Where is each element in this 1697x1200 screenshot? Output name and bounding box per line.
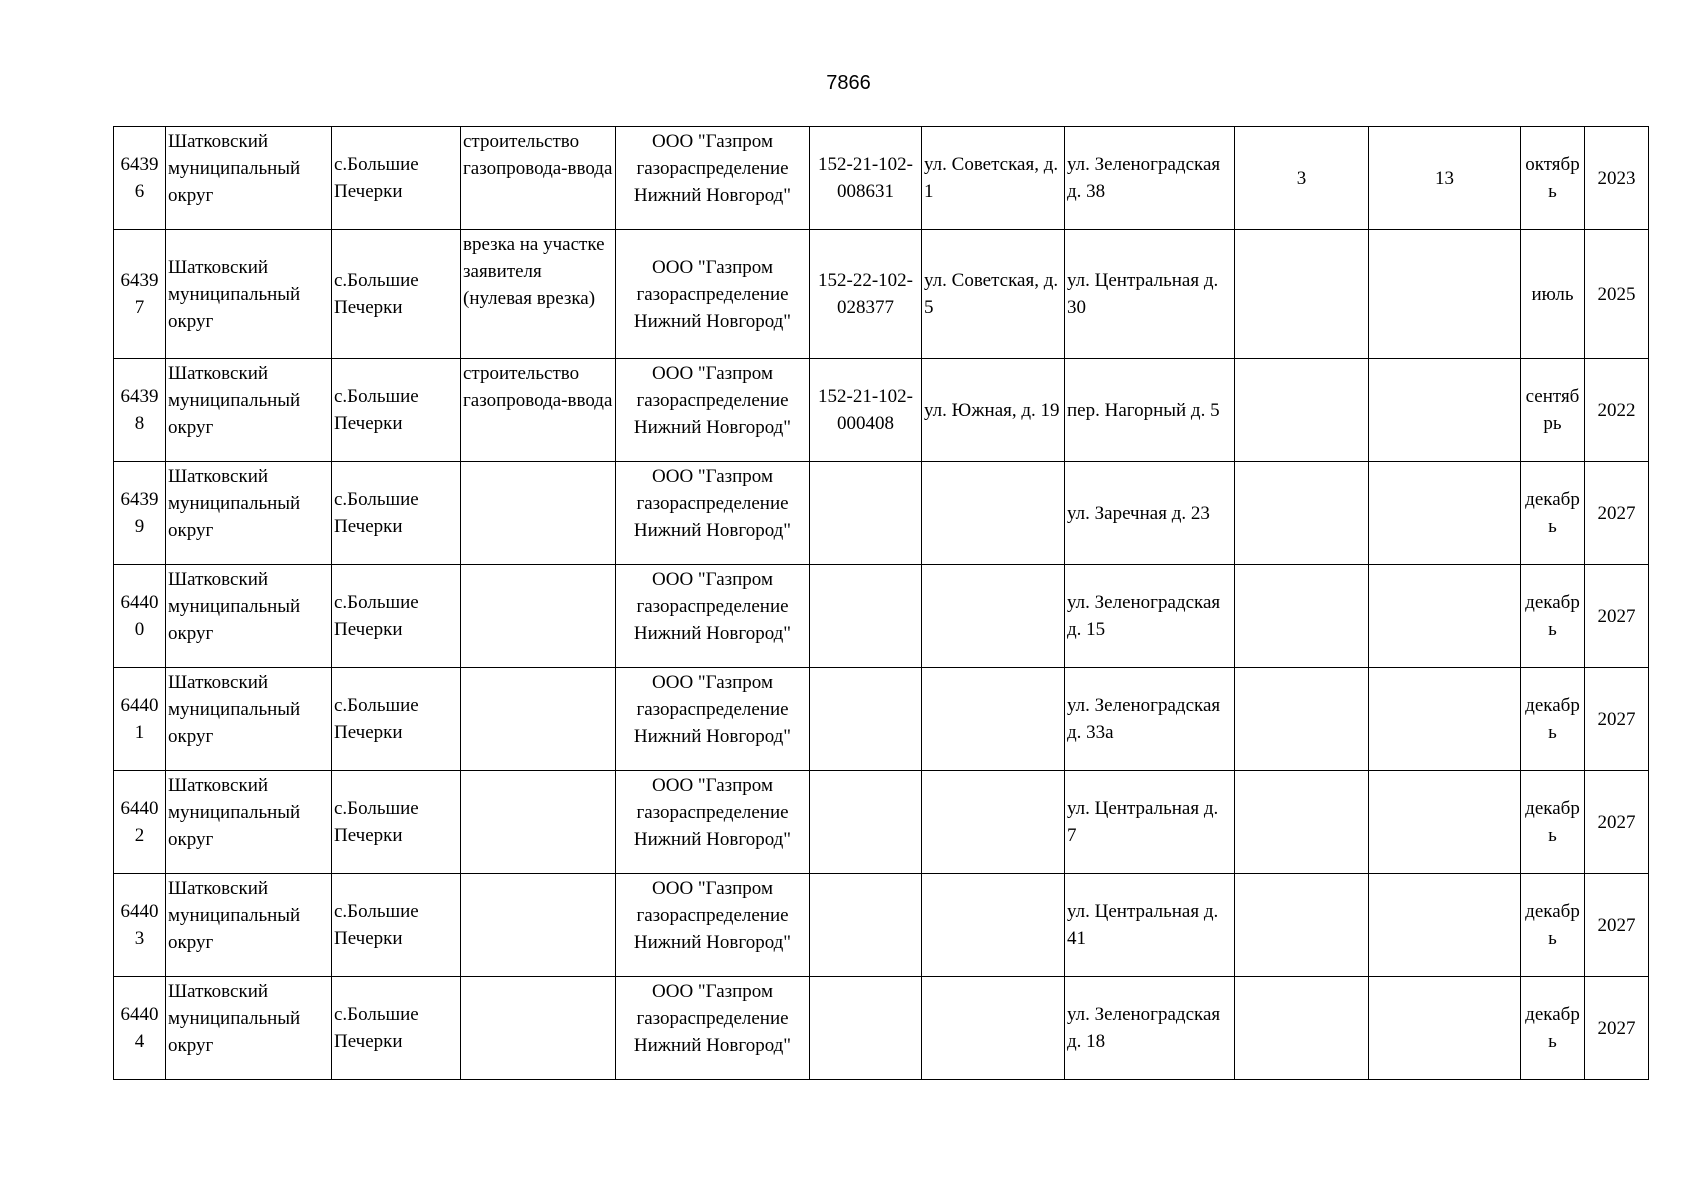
organization-cell: ООО "Газпром газораспределение Нижний Новгород" xyxy=(616,359,810,462)
value-1-cell xyxy=(1235,874,1369,977)
month-part: рь xyxy=(1543,413,1562,434)
address-to-cell: ул. Зеленоградская д. 38 xyxy=(1065,127,1235,230)
row-number-part: 3 xyxy=(134,928,145,949)
row-number-part: 0 xyxy=(134,619,145,640)
row-number-part: 1 xyxy=(134,722,145,743)
district-cell: Шатковский муниципальный округ xyxy=(166,230,332,359)
row-number-part: 7 xyxy=(134,297,145,318)
address-to-cell: ул. Центральная д. 7 xyxy=(1065,771,1235,874)
code-cell xyxy=(810,127,922,230)
table-row xyxy=(114,127,1649,230)
month-cell xyxy=(1521,874,1585,977)
organization-cell: ООО "Газпром газораспределение Нижний Новгород" xyxy=(616,127,810,230)
month-cell xyxy=(1521,977,1585,1080)
value-2-cell xyxy=(1369,977,1521,1080)
row-number-cell xyxy=(114,771,166,874)
table-row xyxy=(114,874,1649,977)
row-number-cell xyxy=(114,127,166,230)
address-to-cell: ул. Зеленоградская д. 18 xyxy=(1065,977,1235,1080)
month-part: ь xyxy=(1548,825,1557,846)
table-body xyxy=(114,127,1649,1080)
value-2-cell xyxy=(1369,874,1521,977)
code-cell xyxy=(810,771,922,874)
district-cell: Шатковский муниципальный округ xyxy=(166,359,332,462)
address-from-cell xyxy=(922,565,1065,668)
year-cell: 2027 xyxy=(1585,771,1649,874)
address-from-cell xyxy=(922,874,1065,977)
code-cell xyxy=(810,359,922,462)
organization-cell: ООО "Газпром газораспределение Нижний Новгород" xyxy=(616,977,810,1080)
row-number-part: 6439 xyxy=(120,386,159,407)
row-number-part: 2 xyxy=(134,825,145,846)
row-number-cell xyxy=(114,977,166,1080)
address-from-cell xyxy=(922,462,1065,565)
organization-cell: ООО "Газпром газораспределение Нижний Новгород" xyxy=(616,462,810,565)
organization-cell: ООО "Газпром газораспределение Нижний Новгород" xyxy=(616,874,810,977)
row-number-cell xyxy=(114,359,166,462)
value-2-cell xyxy=(1369,230,1521,359)
code-part: 000408 xyxy=(837,413,894,434)
year-cell: 2027 xyxy=(1585,565,1649,668)
work-type-cell: строительство газопровода-ввода xyxy=(461,127,616,230)
value-2-cell xyxy=(1369,771,1521,874)
value-1-cell xyxy=(1235,565,1369,668)
code-cell xyxy=(810,230,922,359)
settlement-cell: с.Большие Печерки xyxy=(332,565,461,668)
table-row xyxy=(114,771,1649,874)
month-part: ь xyxy=(1548,181,1557,202)
district-cell: Шатковский муниципальный округ xyxy=(166,127,332,230)
value-2-cell xyxy=(1369,359,1521,462)
table-row xyxy=(114,359,1649,462)
month-cell xyxy=(1521,565,1585,668)
value-1-cell xyxy=(1235,668,1369,771)
address-from-cell xyxy=(922,977,1065,1080)
organization-cell: ООО "Газпром газораспределение Нижний Новгород" xyxy=(616,668,810,771)
row-number-part: 6439 xyxy=(120,154,159,175)
code-cell xyxy=(810,977,922,1080)
district-cell: Шатковский муниципальный округ xyxy=(166,771,332,874)
table-row xyxy=(114,462,1649,565)
table-row xyxy=(114,230,1649,359)
month-part: сентяб xyxy=(1525,386,1580,407)
work-type-cell: строительство газопровода-ввода xyxy=(461,359,616,462)
code-part: 008631 xyxy=(837,181,894,202)
year-cell: 2027 xyxy=(1585,977,1649,1080)
row-number-cell xyxy=(114,874,166,977)
code-part: 028377 xyxy=(837,297,894,318)
district-cell: Шатковский муниципальный округ xyxy=(166,462,332,565)
code-cell xyxy=(810,874,922,977)
month-part: декабр xyxy=(1525,489,1580,510)
district-cell: Шатковский муниципальный округ xyxy=(166,565,332,668)
row-number-cell xyxy=(114,565,166,668)
month-part: ь xyxy=(1548,619,1557,640)
work-type-cell xyxy=(461,977,616,1080)
month-part: октябр xyxy=(1525,154,1580,175)
work-type-cell xyxy=(461,462,616,565)
address-to-cell: пер. Нагорный д. 5 xyxy=(1065,359,1235,462)
value-1-cell: 3 xyxy=(1235,127,1369,230)
code-cell xyxy=(810,668,922,771)
code-cell xyxy=(810,462,922,565)
value-2-cell xyxy=(1369,462,1521,565)
row-number-part: 6440 xyxy=(120,901,159,922)
settlement-cell: с.Большие Печерки xyxy=(332,771,461,874)
organization-cell: ООО "Газпром газораспределение Нижний Новгород" xyxy=(616,565,810,668)
row-number-part: 6440 xyxy=(120,1004,159,1025)
settlement-cell: с.Большие Печерки xyxy=(332,668,461,771)
settlement-cell: с.Большие Печерки xyxy=(332,359,461,462)
month-cell xyxy=(1521,668,1585,771)
month-part: ь xyxy=(1548,1031,1557,1052)
table-row xyxy=(114,668,1649,771)
settlement-cell: с.Большие Печерки xyxy=(332,127,461,230)
row-number-part: 8 xyxy=(134,413,145,434)
row-number-part: 6440 xyxy=(120,695,159,716)
row-number-part: 6440 xyxy=(120,592,159,613)
row-number-cell xyxy=(114,230,166,359)
address-from-cell: ул. Южная, д. 19 xyxy=(922,359,1065,462)
code-part: 152-22-102- xyxy=(818,270,913,291)
month-cell xyxy=(1521,462,1585,565)
address-from-cell xyxy=(922,668,1065,771)
value-1-cell xyxy=(1235,771,1369,874)
month-part: ь xyxy=(1548,928,1557,949)
month-cell xyxy=(1521,359,1585,462)
address-to-cell: ул. Центральная д. 41 xyxy=(1065,874,1235,977)
row-number-part: 9 xyxy=(134,516,145,537)
year-cell: 2027 xyxy=(1585,462,1649,565)
address-from-cell: ул. Советская, д. 5 xyxy=(922,230,1065,359)
code-part: 152-21-102- xyxy=(818,386,913,407)
organization-cell: ООО "Газпром газораспределение Нижний Новгород" xyxy=(616,771,810,874)
month-part: декабр xyxy=(1525,695,1580,716)
month-part: декабр xyxy=(1525,901,1580,922)
month-part: ь xyxy=(1548,516,1557,537)
table-row xyxy=(114,977,1649,1080)
row-number-part: 4 xyxy=(134,1031,145,1052)
address-to-cell: ул. Заречная д. 23 xyxy=(1065,462,1235,565)
year-cell: 2025 xyxy=(1585,230,1649,359)
organization-cell: ООО "Газпром газораспределение Нижний Новгород" xyxy=(616,230,810,359)
address-to-cell: ул. Зеленоградская д. 33а xyxy=(1065,668,1235,771)
gasification-registry-table xyxy=(113,126,1649,1080)
value-2-cell xyxy=(1369,565,1521,668)
district-cell: Шатковский муниципальный округ xyxy=(166,977,332,1080)
code-cell xyxy=(810,565,922,668)
settlement-cell: с.Большие Печерки xyxy=(332,977,461,1080)
value-1-cell xyxy=(1235,359,1369,462)
value-2-cell xyxy=(1369,668,1521,771)
district-cell: Шатковский муниципальный округ xyxy=(166,668,332,771)
settlement-cell: с.Большие Печерки xyxy=(332,230,461,359)
row-number-cell xyxy=(114,462,166,565)
address-to-cell: ул. Центральная д. 30 xyxy=(1065,230,1235,359)
work-type-cell xyxy=(461,668,616,771)
month-cell xyxy=(1521,230,1585,359)
address-to-cell: ул. Зеленоградская д. 15 xyxy=(1065,565,1235,668)
address-from-cell: ул. Советская, д. 1 xyxy=(922,127,1065,230)
month-part: ь xyxy=(1548,722,1557,743)
year-cell: 2023 xyxy=(1585,127,1649,230)
row-number-part: 6 xyxy=(134,181,145,202)
value-1-cell xyxy=(1235,230,1369,359)
month-part: июль xyxy=(1531,283,1574,305)
settlement-cell: с.Большие Печерки xyxy=(332,462,461,565)
row-number-part: 6439 xyxy=(120,489,159,510)
row-number-cell xyxy=(114,668,166,771)
district-cell: Шатковский муниципальный округ xyxy=(166,874,332,977)
work-type-cell xyxy=(461,874,616,977)
row-number-part: 6439 xyxy=(120,270,159,291)
page-number: 7866 xyxy=(826,72,871,94)
value-2-cell: 13 xyxy=(1369,127,1521,230)
year-cell: 2027 xyxy=(1585,874,1649,977)
table-row xyxy=(114,565,1649,668)
month-part: декабр xyxy=(1525,798,1580,819)
code-part: 152-21-102- xyxy=(818,154,913,175)
settlement-cell: с.Большие Печерки xyxy=(332,874,461,977)
work-type-cell xyxy=(461,771,616,874)
value-1-cell xyxy=(1235,977,1369,1080)
work-type-cell xyxy=(461,565,616,668)
row-number-part: 6440 xyxy=(120,798,159,819)
year-cell: 2022 xyxy=(1585,359,1649,462)
value-1-cell xyxy=(1235,462,1369,565)
work-type-cell: врезка на участке заявителя (нулевая врезка) xyxy=(461,230,616,359)
year-cell: 2027 xyxy=(1585,668,1649,771)
month-cell xyxy=(1521,127,1585,230)
month-part: декабр xyxy=(1525,592,1580,613)
address-from-cell xyxy=(922,771,1065,874)
month-cell xyxy=(1521,771,1585,874)
month-part: декабр xyxy=(1525,1004,1580,1025)
